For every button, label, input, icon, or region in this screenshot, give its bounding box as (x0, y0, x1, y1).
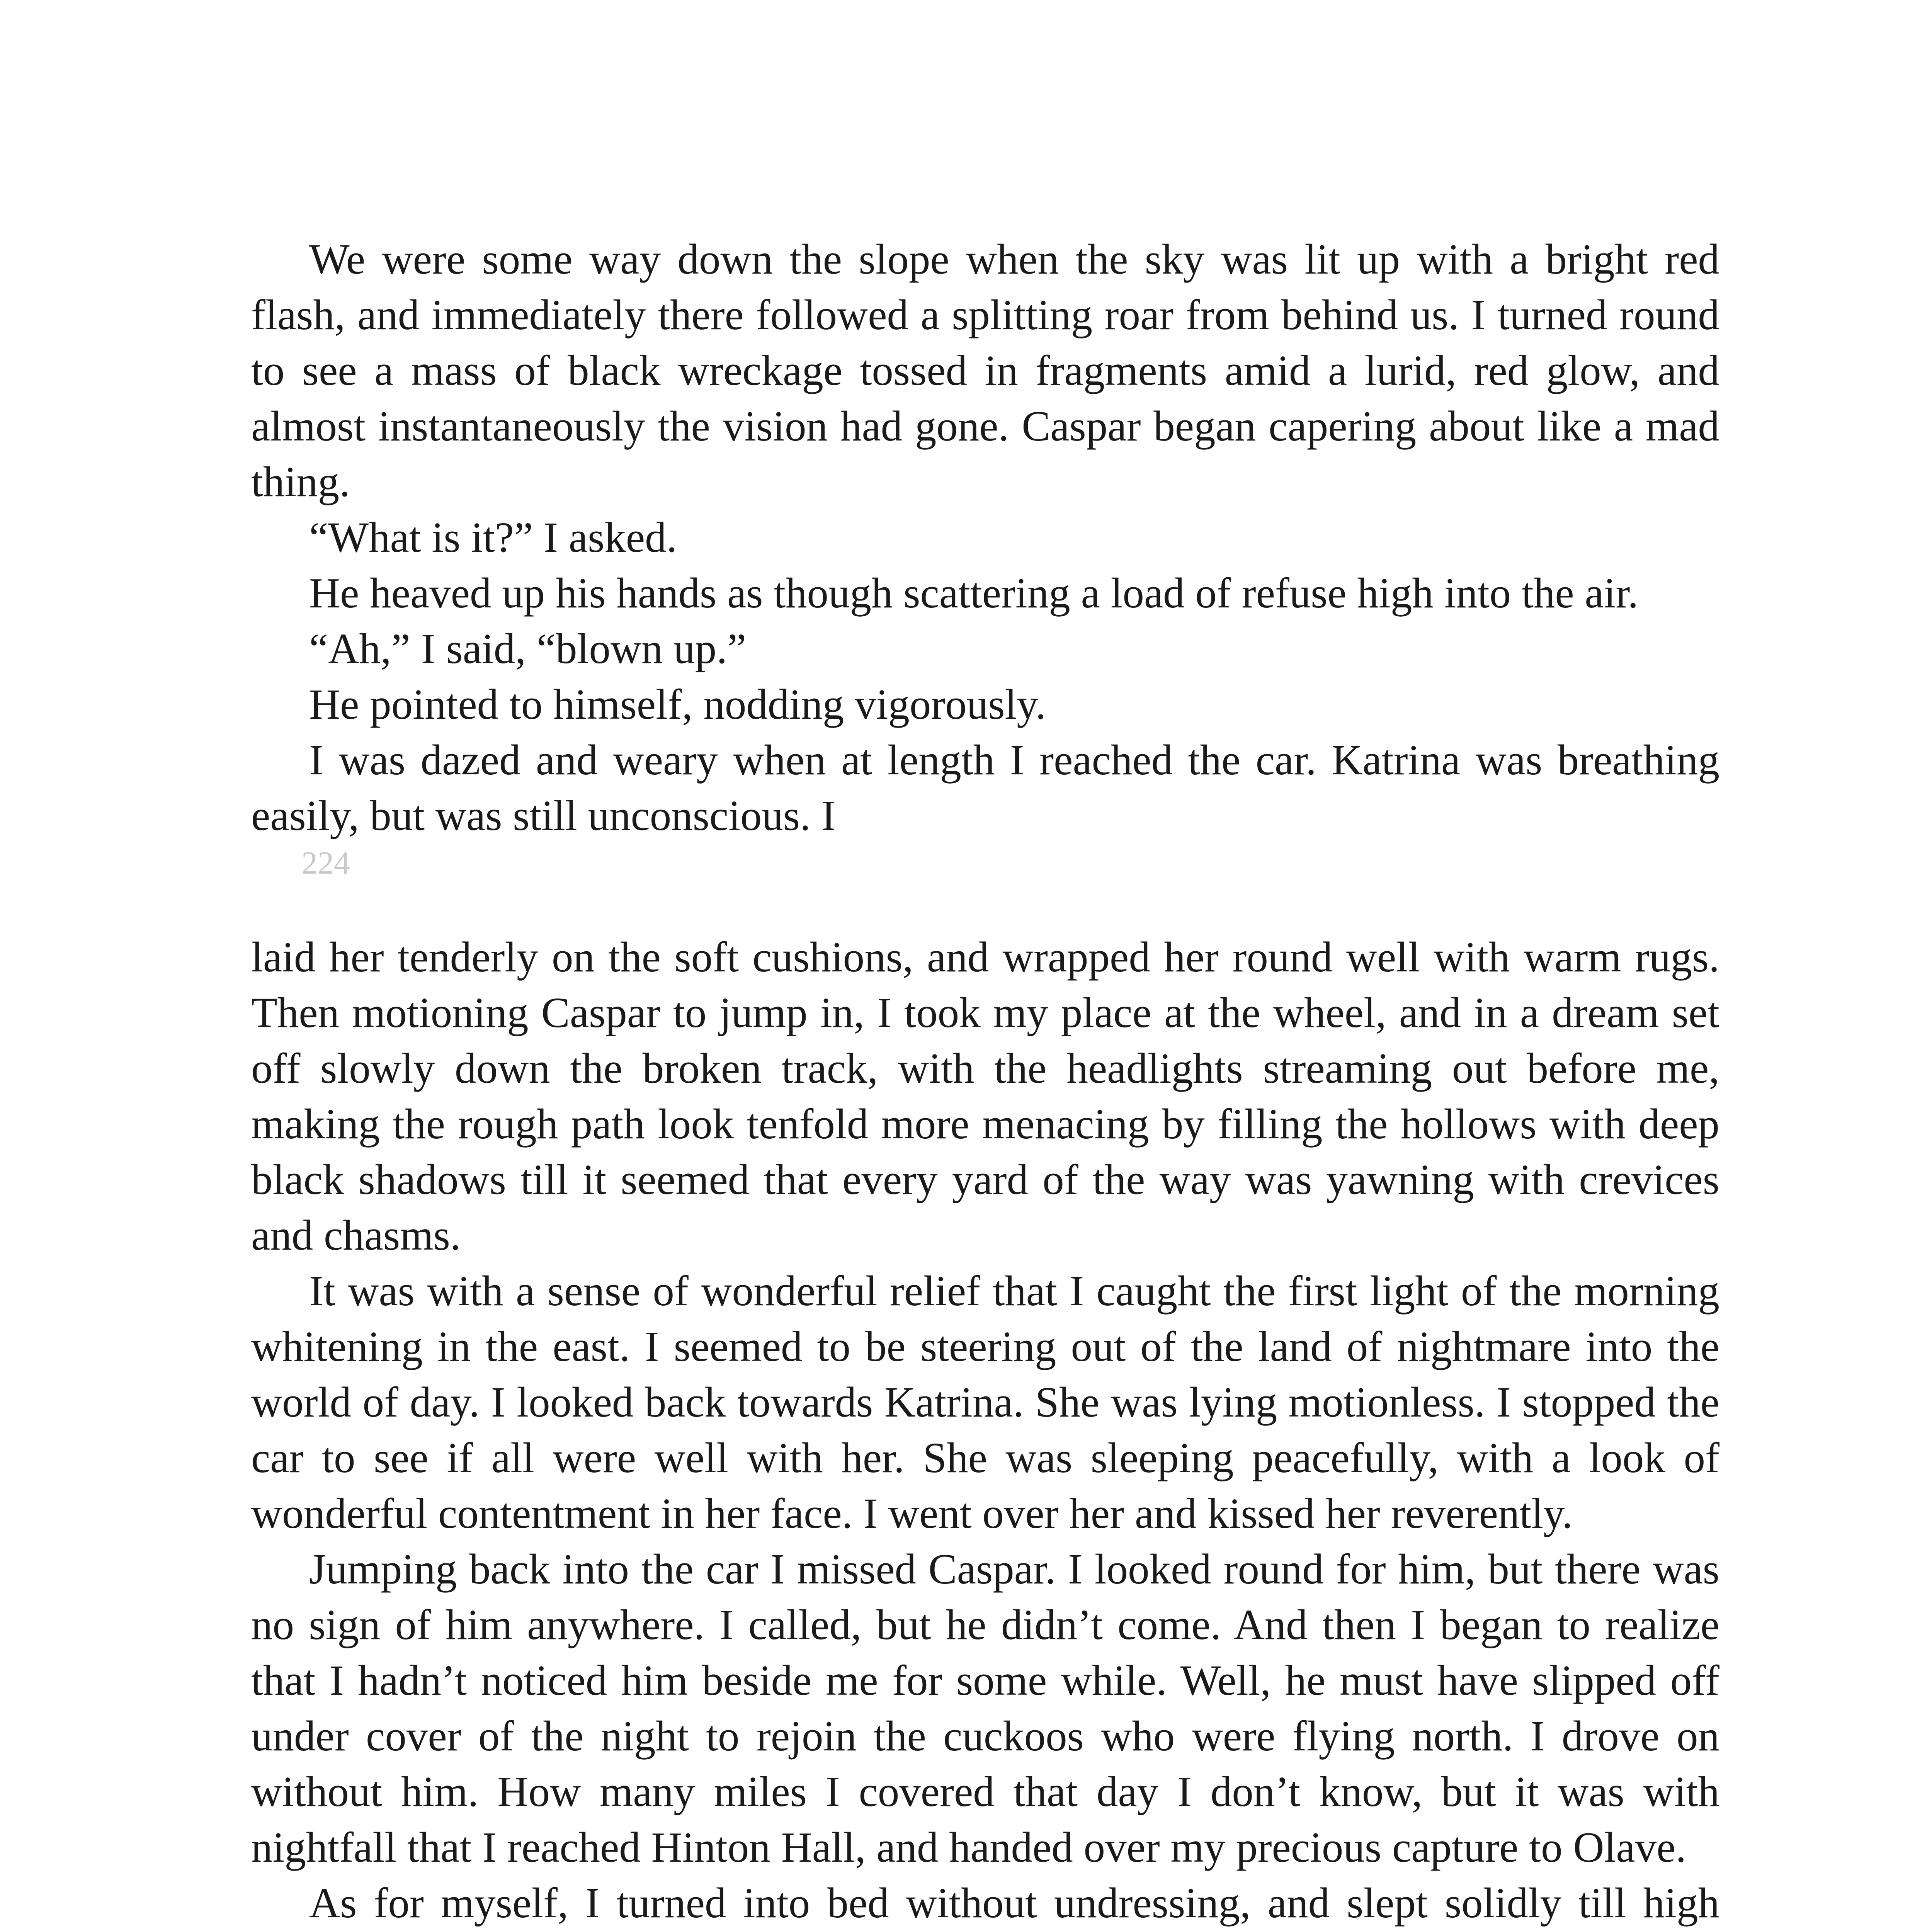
paragraph: As for myself, I turned into bed without undressing, and slept solidly till high (309, 1879, 1719, 1927)
page-number-224: 224 (301, 845, 350, 881)
book-page (251, 232, 1719, 1932)
page-225-text (251, 930, 1719, 1932)
paragraph: He heaved up his hands as though scattering a load of refuse high into the air. (309, 570, 1639, 617)
paragraph: laid her tenderly on the soft cushions, and wrapped her round well with warm rugs. Then motioning Caspar to jump in, I took my place at the wheel, and in a dream set off slowly down the broken track, with the headlights streaming out before me, making the rough path look tenfold more menacing by filling the hollows with deep black shadows till it seemed that every yard of the way was yawning with crevices and chasms. (251, 934, 1719, 1259)
paragraph: “What is it?” I asked. (309, 514, 677, 561)
paragraph: Jumping back into the car I missed Caspar. I looked round for him, but there was no sign of him anywhere. I called, but he didn’t come. And then I began to realize that I hadn’t noticed him beside me for some while. Well, he must have slipped off under cover of the night to rejoin the cuckoos who were flying north. I drove on without him. How many miles I covered that day I don’t know, but it was with nightfall that I reached Hinton Hall, and handed over my precious capture to Olave. (251, 1546, 1719, 1871)
paragraph: “Ah,” I said, “blown up.” (309, 625, 747, 673)
paragraph: It was with a sense of wonderful relief that I caught the first light of the morning whitening in the east. I seemed to be steering out of the land of nightmare into the world of day. I looked back towards Katrina. She was lying motionless. I stopped the car to see if all were well with her. She was sleeping peacefully, with a look of wonderful contentment in her face. I went over her and kissed her reverently. (251, 1267, 1719, 1537)
paragraph: He pointed to himself, nodding vigorously. (309, 681, 1046, 728)
paragraph: I was dazed and weary when at length I reached the car. Katrina was breathing easily, but was still unconscious. I (251, 736, 1719, 840)
paragraph: We were some way down the slope when the sky was lit up with a bright red flash, and immediately there followed a splitting roar from behind us. I turned round to see a mass of black wreckage tossed in fragments amid a lurid, red glow, and almost instantaneously the vision had gone. Caspar began capering about like a mad thing. (251, 236, 1719, 506)
page-224-text (251, 232, 1719, 844)
